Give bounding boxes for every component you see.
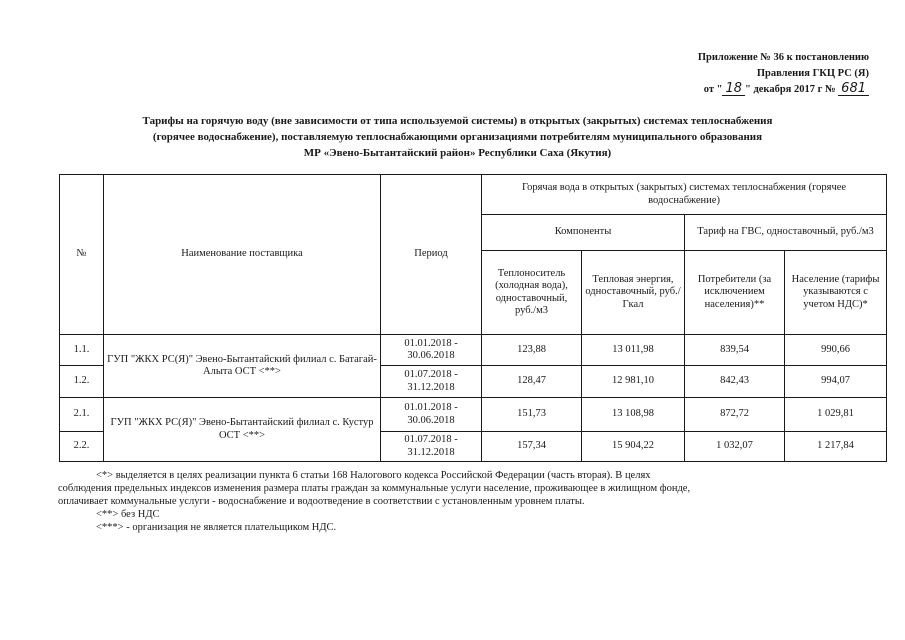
row-energy: 12 981,10 (582, 366, 685, 398)
row-consumers: 1 032,07 (685, 432, 785, 462)
header-num: № (60, 175, 104, 335)
row-population: 1 029,81 (785, 398, 887, 432)
row-consumers: 872,72 (685, 398, 785, 432)
row-num: 2.2. (60, 432, 104, 462)
footnote-1-line-3: оплачивает коммунальные услуги - водоснабжение и водоотведение в соответствии с установленным уровнем платы. (58, 496, 585, 507)
row-energy: 15 904,22 (582, 432, 685, 462)
row-period: 01.01.2018 - 30.06.2018 (381, 398, 482, 432)
header-supplier: Наименование поставщика (104, 175, 381, 335)
row-num: 1.1. (60, 335, 104, 366)
title-line-2: (горячее водоснабжение), поставляемую теплоснабжающими организациями потребителям муниципального образования (152, 131, 763, 143)
title-line-1: Тарифы на горячую воду (вне зависимости от типа используемой системы) в открытых (закрытых) системах теплоснабжения (142, 115, 773, 127)
header-tariff: Тариф на ГВС, одноставочный, руб./м3 (685, 215, 887, 251)
row-carrier: 123,88 (482, 335, 582, 366)
row-period: 01.07.2018 - 31.12.2018 (381, 432, 482, 462)
appendix-line: Приложение № 36 к постановлению (697, 52, 869, 63)
footnote-no-vat: <**> без НДС (96, 509, 160, 520)
header-energy: Тепловая энергия, одноставочный, руб./Гкал (582, 251, 685, 335)
header-population: Население (тарифы указываются с учетом НДС)* (785, 251, 887, 335)
date-mid: " декабря 2017 г № (745, 84, 836, 95)
row-num: 2.1. (60, 398, 104, 432)
footnotes (58, 469, 882, 534)
row-energy: 13 011,98 (582, 335, 685, 366)
row-carrier: 157,34 (482, 432, 582, 462)
row-population: 990,66 (785, 335, 887, 366)
row-period: 01.07.2018 - 31.12.2018 (381, 366, 482, 398)
row-population: 994,07 (785, 366, 887, 398)
row-num: 1.2. (60, 366, 104, 398)
footnote-vat-population (58, 469, 882, 508)
board-line: Правления ГКЦ РС (Я) (756, 68, 869, 79)
row-period: 01.01.2018 - 30.06.2018 (381, 335, 482, 366)
date-prefix: от " (703, 84, 723, 95)
handwritten-day: 18 (722, 83, 745, 96)
footnote-1-line-2: соблюдения предельных индексов изменения размера платы граждан за коммунальные услуги население, проживающее в жилищном фонде, (58, 483, 691, 494)
footnote-1-line-1: <*> выделяется в целях реализации пункта 6 статьи 168 Налогового кодекса Российской Федерации (часть вторая). В целях (96, 470, 651, 481)
header-period: Период (381, 175, 482, 335)
document-title (60, 113, 855, 161)
header-carrier: Теплоноситель (холодная вода), одноставочный, руб./м3 (482, 251, 582, 335)
row-supplier: ГУП "ЖКХ РС(Я)" Эвено-Бытантайский филиал с. Батагай-Алыта ОСТ <**> (104, 335, 381, 398)
header-hot-water-group: Горячая вода в открытых (закрытых) системах теплоснабжения (горячее водоснабжение) (482, 175, 887, 215)
title-line-3: МР «Эвено-Бытантайский район» Республики Саха (Якутия) (303, 147, 612, 159)
row-supplier: ГУП "ЖКХ РС(Я)" Эвено-Бытантайский филиал с. Кустур ОСТ <**> (104, 398, 381, 462)
row-carrier: 128,47 (482, 366, 582, 398)
handwritten-number: 681 (838, 83, 869, 96)
header-components: Компоненты (482, 215, 685, 251)
table-row (60, 398, 887, 432)
row-carrier: 151,73 (482, 398, 582, 432)
header-consumers: Потребители (за исключением населения)** (685, 251, 785, 335)
footnote-not-vat-payer: <***> - организация не является плательщиком НДС. (96, 522, 337, 533)
tariff-table (59, 174, 887, 462)
row-energy: 13 108,98 (582, 398, 685, 432)
row-consumers: 839,54 (685, 335, 785, 366)
table-row (60, 335, 887, 366)
decree-date-line (704, 83, 869, 96)
row-population: 1 217,84 (785, 432, 887, 462)
row-consumers: 842,43 (685, 366, 785, 398)
